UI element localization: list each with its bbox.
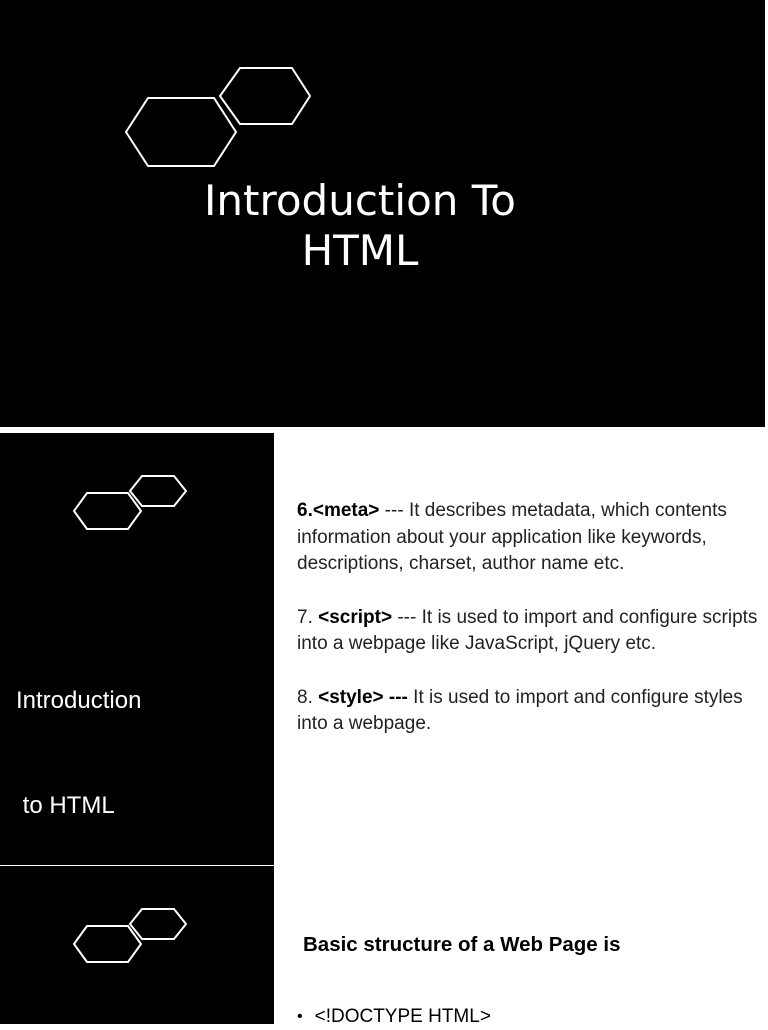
tag-description: It describes metadata, which contents information about your application like keywords, descriptions, charset, author name etc. (297, 500, 727, 574)
hexagon-decoration-icon (72, 473, 188, 533)
tag-description: It is used to import and configure styles into a webpage. (297, 686, 743, 734)
tag-item-script (297, 605, 759, 658)
tag-name: <script> (318, 606, 393, 628)
slide-title-line-2: HTML (301, 226, 419, 275)
hexagon-decoration-icon (120, 64, 316, 172)
tag-description-list (297, 498, 759, 765)
slide-title-line-1: Introduction To (204, 176, 516, 225)
tag-description: It is used to import and configure scripts into a webpage like JavaScript, jQuery etc. (297, 606, 758, 654)
title-slide (0, 0, 765, 427)
tag-item-meta (297, 498, 759, 578)
sidebar-title (16, 613, 141, 893)
list-item (297, 1004, 491, 1030)
list-item-text: <!DOCTYPE HTML> (314, 1006, 491, 1027)
bullet-icon: • (297, 1008, 303, 1025)
tag-number: 7. (297, 606, 319, 628)
tag-name: 6.<meta> (297, 500, 380, 521)
sidebar-title-line-1: Introduction (16, 687, 142, 714)
tag-number: 8. (297, 686, 319, 708)
tag-separator: --- (392, 606, 422, 628)
sidebar-panel-2 (0, 866, 274, 1024)
tag-name: <style> --- (318, 686, 408, 708)
section-heading: Basic structure of a Web Page is (303, 933, 621, 956)
hexagon-decoration-icon (72, 906, 188, 966)
bullet-list (297, 1004, 491, 1030)
sidebar-title-line-2: to HTML (16, 792, 115, 819)
tag-item-style (297, 685, 759, 738)
sidebar-panel (0, 433, 274, 865)
tag-separator: --- (379, 500, 409, 521)
slide-title (150, 176, 570, 276)
